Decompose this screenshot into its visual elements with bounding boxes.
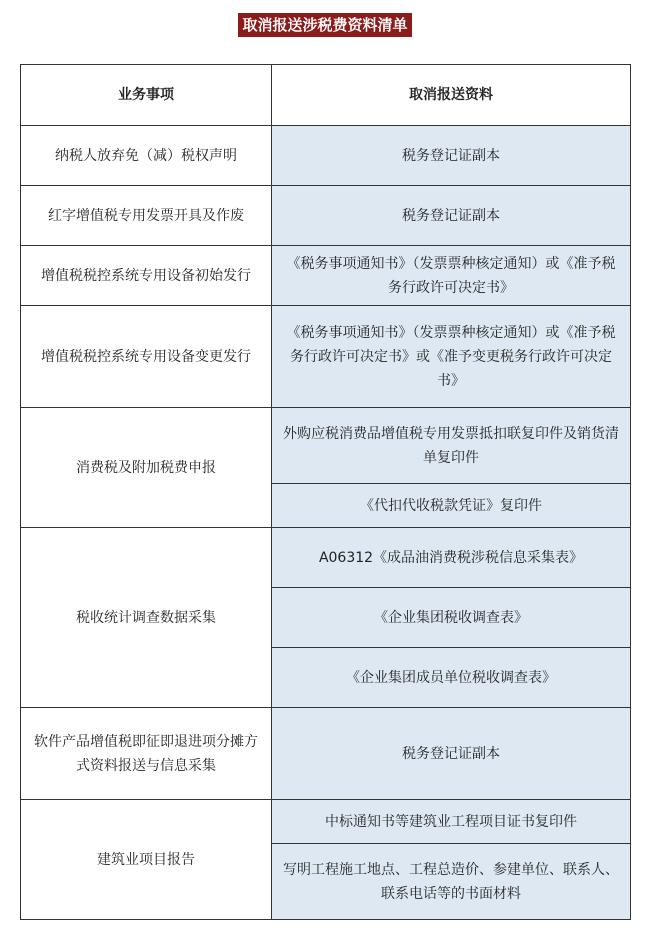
materials-table <box>20 64 631 920</box>
table-row <box>21 408 631 484</box>
business-cell: 建筑业项目报告 <box>21 800 272 920</box>
material-cell: 《税务事项通知书》（发票票种核定通知）或《准予税务行政许可决定书》或《准予变更税务行政许可决定书》 <box>272 306 631 408</box>
table-row <box>21 126 631 186</box>
business-cell: 消费税及附加税费申报 <box>21 408 272 528</box>
business-cell: 红字增值税专用发票开具及作废 <box>21 186 272 246</box>
table-row <box>21 528 631 588</box>
business-cell: 增值税税控系统专用设备变更发行 <box>21 306 272 408</box>
business-cell: 纳税人放弃免（减）税权声明 <box>21 126 272 186</box>
material-cell: 《企业集团成员单位税收调查表》 <box>272 648 631 708</box>
page-title: 取消报送涉税费资料清单 <box>238 13 411 37</box>
material-cell: 中标通知书等建筑业工程项目证书复印件 <box>272 800 631 844</box>
header-materials: 取消报送资料 <box>272 65 631 126</box>
header-row <box>21 65 631 126</box>
table-row <box>21 800 631 844</box>
business-cell: 税收统计调查数据采集 <box>21 528 272 708</box>
material-cell: 《税务事项通知书》（发票票种核定通知）或《准予税务行政许可决定书》 <box>272 246 631 306</box>
material-cell: 外购应税消费品增值税专用发票抵扣联复印件及销货清单复印件 <box>272 408 631 484</box>
material-cell: 《企业集团税收调查表》 <box>272 588 631 648</box>
table-row <box>21 708 631 800</box>
business-cell: 增值税税控系统专用设备初始发行 <box>21 246 272 306</box>
table-row <box>21 186 631 246</box>
material-cell: 税务登记证副本 <box>272 186 631 246</box>
material-cell: 税务登记证副本 <box>272 708 631 800</box>
business-cell: 软件产品增值税即征即退进项分摊方式资料报送与信息采集 <box>21 708 272 800</box>
material-cell: 税务登记证副本 <box>272 126 631 186</box>
material-cell: 《代扣代收税款凭证》复印件 <box>272 484 631 528</box>
material-cell: A06312《成品油消费税涉税信息采集表》 <box>272 528 631 588</box>
header-business: 业务事项 <box>21 65 272 126</box>
table-body <box>21 126 631 920</box>
table-row <box>21 306 631 408</box>
title-wrap <box>0 13 650 37</box>
material-cell: 写明工程施工地点、工程总造价、参建单位、联系人、联系电话等的书面材料 <box>272 844 631 920</box>
table-row <box>21 246 631 306</box>
